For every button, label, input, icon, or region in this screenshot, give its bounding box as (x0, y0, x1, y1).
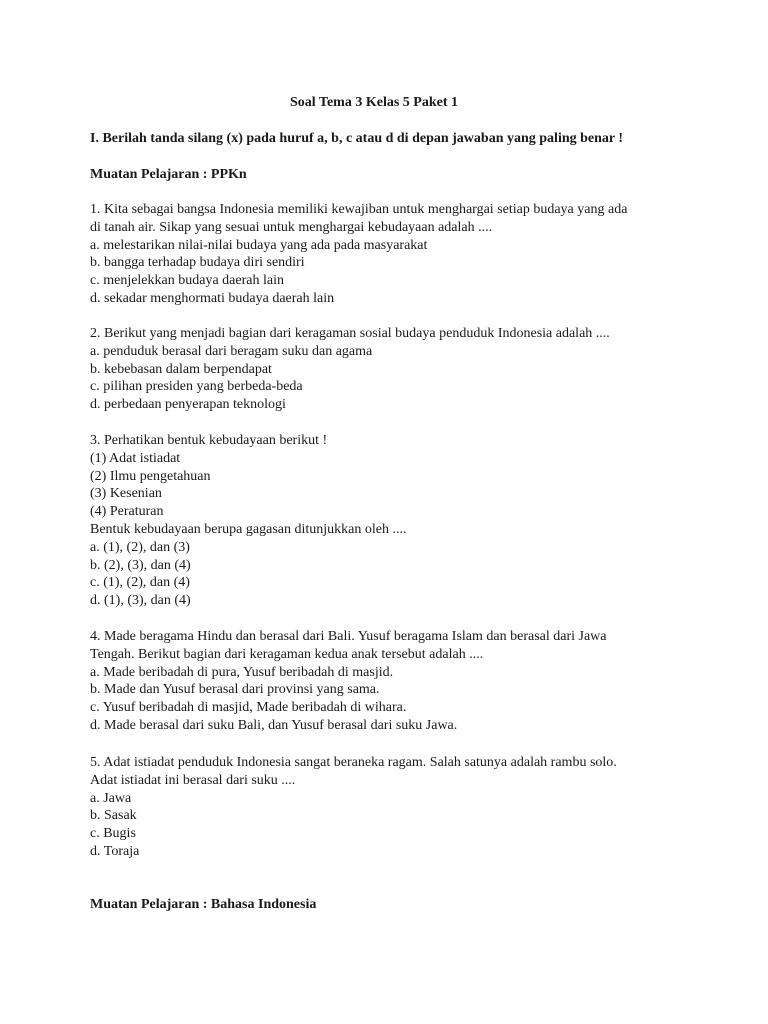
answer-option-a: a. (1), (2), dan (3) (90, 539, 190, 555)
subject-heading-bahasa-indonesia: Muatan Pelajaran : Bahasa Indonesia (90, 897, 317, 912)
answer-option-a: a. Made beribadah di pura, Yusuf beribadah di masjid. (90, 664, 394, 680)
question-text-line: 1. Kita sebagai bangsa Indonesia memiliki kewajiban untuk menghargai setiap budaya yang ada (90, 202, 628, 217)
answer-option-d: d. perbedaan penyerapan teknologi (90, 397, 286, 413)
question-text-line: 3. Perhatikan bentuk kebudayaan berikut ! (90, 433, 328, 448)
answer-option-a: a. Jawa (90, 790, 132, 806)
question-text-line: Adat istiadat ini berasal dari suku .... (90, 772, 296, 788)
answer-option-d: d. Made berasal dari suku Bali, dan Yusuf berasal dari suku Jawa. (90, 717, 458, 733)
question-list-item: (3) Kesenian (90, 486, 162, 502)
question-text-line: di tanah air. Sikap yang sesuai untuk menghargai kebudayaan adalah .... (90, 219, 493, 235)
answer-option-c: c. (1), (2), dan (4) (90, 575, 190, 591)
answer-option-c: c. menjelekkan budaya daerah lain (90, 273, 284, 289)
answer-option-b: b. bangga terhadap budaya diri sendiri (90, 255, 305, 271)
question-4 (90, 628, 690, 735)
question-text-line: 2. Berikut yang menjadi bagian dari keragaman sosial budaya penduduk Indonesia adalah .... (90, 326, 610, 341)
answer-option-a: a. penduduk berasal dari beragam suku dan agama (90, 343, 373, 359)
answer-option-d: d. Toraja (90, 843, 140, 859)
question-text-line: 5. Adat istiadat penduduk Indonesia sangat beraneka ragam. Salah satunya adalah rambu solo. (90, 755, 617, 770)
question-list-item: (4) Peraturan (90, 504, 164, 520)
answer-option-d: d. sekadar menghormati budaya daerah lain (90, 290, 335, 306)
question-1 (90, 201, 690, 308)
answer-option-b: b. (2), (3), dan (4) (90, 557, 191, 573)
question-3 (90, 432, 690, 610)
answer-option-b: b. kebebasan dalam berpendapat (90, 361, 272, 377)
question-text-line: Tengah. Berikut bagian dari keragaman kedua anak tersebut adalah .... (90, 646, 484, 662)
answer-option-d: d. (1), (3), dan (4) (90, 593, 191, 609)
question-text-line: 4. Made beragama Hindu dan berasal dari Bali. Yusuf beragama Islam dan berasal dari Jawa (90, 629, 607, 644)
answer-option-c: c. pilihan presiden yang berbeda-beda (90, 379, 303, 395)
document-title: Soal Tema 3 Kelas 5 Paket 1 (289, 95, 458, 110)
answer-option-c: c. Yusuf beribadah di masjid, Made beribadah di wihara. (90, 700, 407, 716)
subject-heading-ppkn: Muatan Pelajaran : PPKn (90, 167, 247, 182)
answer-option-b: b. Sasak (90, 808, 137, 824)
answer-option-c: c. Bugis (90, 826, 136, 842)
question-list-item: (1) Adat istiadat (90, 450, 181, 466)
question-2 (90, 325, 690, 414)
question-list-item: (2) Ilmu pengetahuan (90, 468, 211, 484)
answer-option-a: a. melestarikan nilai-nilai budaya yang ada pada masyarakat (90, 237, 428, 253)
question-5 (90, 754, 690, 861)
answer-option-b: b. Made dan Yusuf berasal dari provinsi yang sama. (90, 682, 380, 698)
question-text-line: Bentuk kebudayaan berupa gagasan ditunjukkan oleh .... (90, 521, 407, 537)
instruction-text: I. Berilah tanda silang (x) pada huruf a, b, c atau d di depan jawaban yang paling benar ! (90, 131, 624, 146)
